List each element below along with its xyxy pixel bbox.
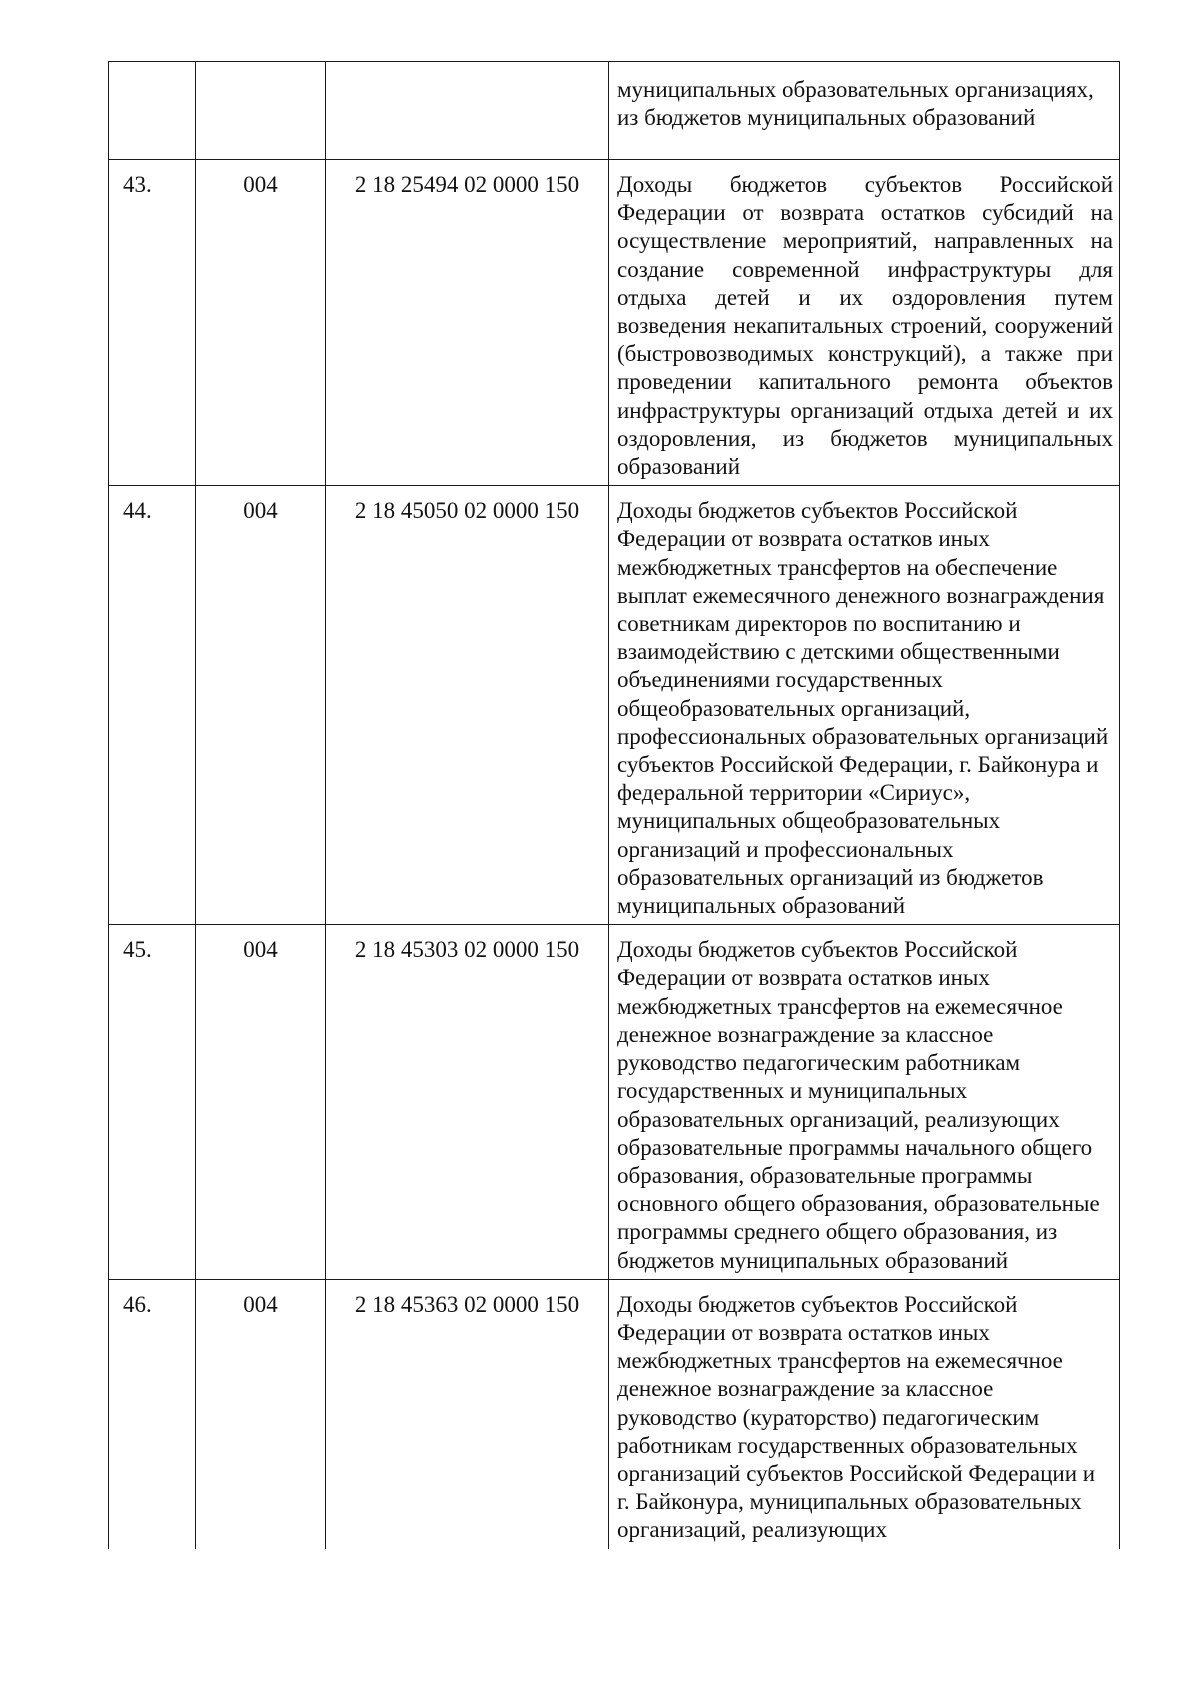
table-row <box>109 925 1120 1279</box>
cell-budget-code: 2 18 45363 02 0000 150 <box>326 1279 609 1548</box>
cell-admin-code <box>196 62 326 160</box>
cell-revenue-name: Доходы бюджетов субъектов Российской Федерации от возврата остатков иных межбюджетных трансфертов на ежемесячное денежное вознаграждение за классное руководство (кураторство) педагогическим работникам государственных образовательных организаций субъектов Российской Федерации и г. Байконура, муниципальных образовательных организаций, реализующих <box>609 1279 1120 1548</box>
table-row <box>109 160 1120 486</box>
table-row <box>109 1279 1120 1548</box>
cell-number <box>109 62 196 160</box>
cell-budget-code: 2 18 45050 02 0000 150 <box>326 486 609 925</box>
cell-revenue-name: муниципальных образовательных организациях, из бюджетов муниципальных образований <box>609 62 1120 160</box>
cell-budget-code: 2 18 25494 02 0000 150 <box>326 160 609 486</box>
cell-number: 43. <box>109 160 196 486</box>
cell-revenue-name: Доходы бюджетов субъектов Российской Федерации от возврата остатков иных межбюджетных трансфертов на ежемесячное денежное вознаграждение за классное руководство педагогическим работникам государственных и муниципальных образовательных организаций, реализующих образовательные программы начального общего образования, образовательные программы основного общего образования, образовательные программы среднего общего образования, из бюджетов муниципальных образований <box>609 925 1120 1279</box>
cell-budget-code: 2 18 45303 02 0000 150 <box>326 925 609 1279</box>
cell-admin-code: 004 <box>196 160 326 486</box>
cell-number: 45. <box>109 925 196 1279</box>
cell-admin-code: 004 <box>196 925 326 1279</box>
cell-budget-code <box>326 62 609 160</box>
revenue-codes-table <box>108 61 1120 1549</box>
cell-admin-code: 004 <box>196 486 326 925</box>
cell-admin-code: 004 <box>196 1279 326 1548</box>
cell-number: 44. <box>109 486 196 925</box>
cell-number: 46. <box>109 1279 196 1548</box>
table-row-continuation <box>109 62 1120 160</box>
cell-revenue-name: Доходы бюджетов субъектов Российской Федерации от возврата остатков иных межбюджетных трансфертов на обеспечение выплат ежемесячного денежного вознаграждения советникам директоров по воспитанию и взаимодействию с детскими общественными объединениями государственных общеобразовательных организаций, профессиональных образовательных организаций субъектов Российской Федерации, г. Байконура и федеральной территории «Сириус», муниципальных общеобразовательных организаций и профессиональных образовательных организаций из бюджетов муниципальных образований <box>609 486 1120 925</box>
cell-revenue-name: Доходы бюджетов субъектов Российской Федерации от возврата остатков субсидий на осуществление мероприятий, направленных на создание современной инфраструктуры для отдыха детей и их оздоровления путем возведения некапитальных строений, сооружений (быстровозводимых конструкций), а также при проведении капитального ремонта объектов инфраструктуры организаций отдыха детей и их оздоровления, из бюджетов муниципальных образований <box>609 160 1120 486</box>
table-row <box>109 486 1120 925</box>
